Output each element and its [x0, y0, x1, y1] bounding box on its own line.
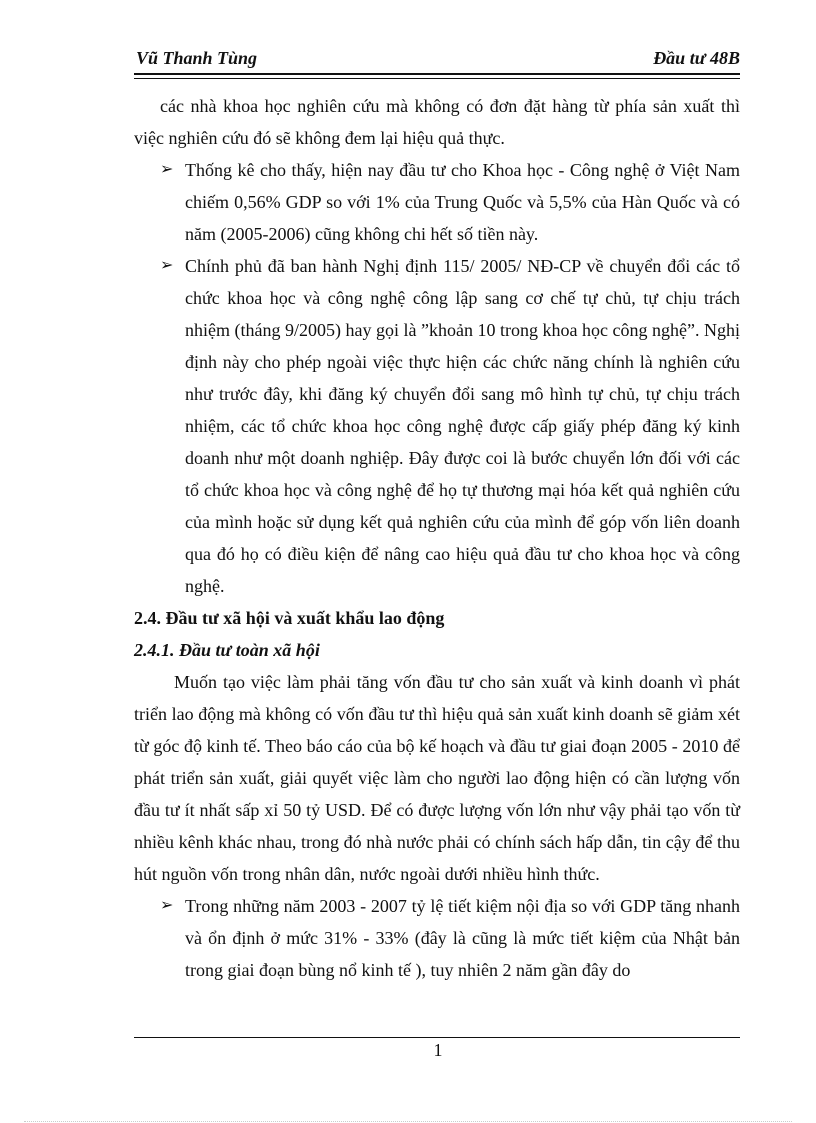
arrow-bullet-icon: ➢: [160, 161, 174, 178]
header-rule-thin: [134, 78, 740, 79]
bullet-item: [134, 890, 740, 986]
bullet-text: Chính phủ đã ban hành Nghị định 115/ 2005/ NĐ-CP về chuyển đổi các tổ chức khoa học và công nghệ công lập sang cơ chế tự chủ, tự chịu trách nhiệm (tháng 9/2005) hay gọi là ”khoản 10 trong khoa học công nghệ”. Nghị định này cho phép ngoài việc thực hiện các chức năng chính là nghiên cứu như trước đây, khi đăng ký chuyển đổi sang mô hình tự chủ, tự chịu trách nhiệm, các tổ chức khoa học công nghệ được cấp giấy phép đăng ký kinh doanh như một doanh nghiệp. Đây được coi là bước chuyển lớn đối với các tổ chức khoa học và công nghệ để họ tự thương mại hóa kết quả nghiên cứu của mình hoặc sử dụng kết quả nghiên cứu của mình để góp vốn liên doanh qua đó họ có điều kiện để nâng cao hiệu quả đầu tư cho khoa học và công nghệ.: [185, 256, 740, 596]
document-body: [134, 90, 740, 986]
arrow-bullet-icon: ➢: [160, 897, 174, 914]
page-edge-divider: [24, 1121, 792, 1122]
header-rule-thick: [134, 73, 740, 75]
bullet-item: [134, 250, 740, 602]
page-number: 1: [433, 1040, 443, 1060]
paragraph: Muốn tạo việc làm phải tăng vốn đầu tư cho sản xuất và kinh doanh vì phát triển lao động mà không có vốn đầu tư thì hiệu quả sản xuất kinh doanh sẽ giảm xét từ góc độ kinh tế. Theo báo cáo của bộ kế hoạch và đầu tư giai đoạn 2005 - 2010 để phát triển sản xuất, giải quyết việc làm cho người lao động hiện có cần lượng vốn đầu tư ít nhất sấp xỉ 50 tỷ USD. Để có được lượng vốn lớn như vậy phải tạo vốn từ nhiều kênh khác nhau, trong đó nhà nước phải có chính sách hấp dẫn, tin cậy để thu hút nguồn vốn trong nhân dân, nước ngoài dưới nhiều hình thức.: [134, 672, 740, 884]
paragraph: các nhà khoa học nghiên cứu mà không có đơn đặt hàng từ phía sản xuất thì việc nghiên cứu đó sẽ không đem lại hiệu quả thực.: [134, 96, 740, 148]
header-author: Vũ Thanh Tùng: [136, 48, 258, 68]
section-heading: 2.4. Đầu tư xã hội và xuất khẩu lao động: [134, 608, 445, 628]
header-class: Đầu tư 48B: [653, 48, 740, 68]
bullet-text: Thống kê cho thấy, hiện nay đầu tư cho Khoa học - Công nghệ ở Việt Nam chiếm 0,56% GDP so với 1% của Trung Quốc và 5,5% của Hàn Quốc và có năm (2005-2006) cũng không chi hết số tiền này.: [185, 160, 740, 244]
bullet-item: [134, 154, 740, 250]
page-header: [134, 48, 740, 72]
footer-rule: [134, 1037, 740, 1038]
subsection-heading: 2.4.1. Đầu tư toàn xã hội: [134, 640, 320, 660]
bullet-text: Trong những năm 2003 - 2007 tỷ lệ tiết kiệm nội địa so với GDP tăng nhanh và ổn định ở mức 31% - 33% (đây là cũng là mức tiết kiệm của Nhật bản trong giai đoạn bùng nổ kinh tế ), tuy nhiên 2 năm gần đây do: [185, 896, 740, 980]
arrow-bullet-icon: ➢: [160, 257, 174, 274]
